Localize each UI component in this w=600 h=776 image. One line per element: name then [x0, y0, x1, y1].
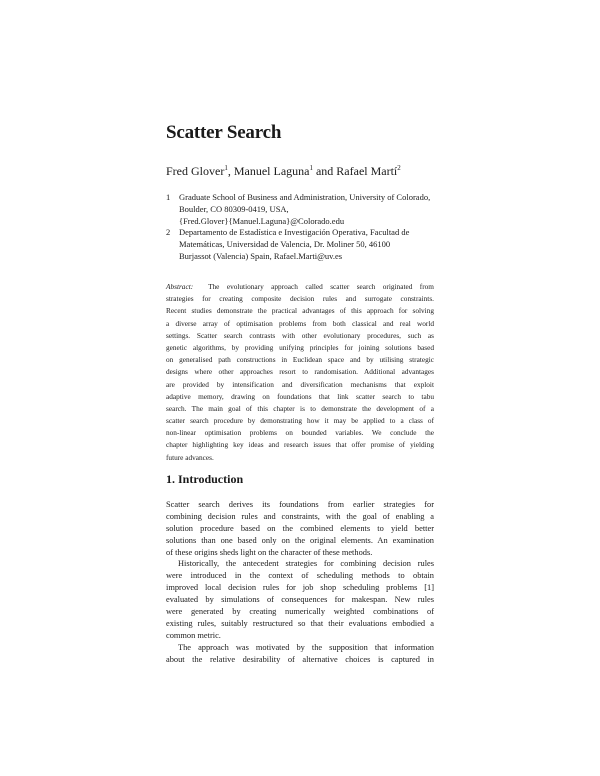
author-separator: , — [227, 164, 234, 178]
author-line — [166, 164, 401, 179]
body-line: existing rules, suitably restructured so that their evaluations embodied a — [166, 618, 434, 628]
abstract-line: non-linear optimisation problems on bounded variables. We conclude the — [166, 428, 434, 438]
body-line: Scatter search derives its foundations from earlier strategies for — [166, 500, 434, 509]
section-heading: 1. Introduction — [166, 472, 244, 486]
author-affiliation-mark: 1 — [224, 164, 228, 172]
abstract-line: future advances. — [166, 452, 214, 462]
abstract-line: adaptive memory, drawing on foundations that link scatter search to tabu — [166, 391, 434, 401]
abstract-line: are provided by intensification and diversification mechanisms that exploit — [166, 379, 434, 389]
affiliation-line: Departamento de Estadística e Investigación Operativa, Facultad de — [179, 227, 410, 237]
abstract-line: chapter highlighting key ideas and research issues that offer promise of yielding — [166, 440, 434, 450]
affiliation-line: Boulder, CO 80309-0419, USA, — [179, 204, 289, 214]
body-line: Historically, the antecedent strategies for combining decision rules — [178, 559, 434, 569]
body-line: of these origins sheds light on the character of these methods. — [166, 547, 373, 557]
affiliation-email: Burjassot (Valencia) Spain, Rafael.Marti@uv.es — [179, 251, 343, 261]
section-body — [166, 499, 434, 665]
abstract-label: Abstract: — [166, 282, 194, 291]
body-line: The approach was motivated by the supposition that information — [178, 642, 434, 652]
body-line: about the relative desirability of alternative choices is captured in — [166, 654, 434, 664]
author-affiliation-mark: 2 — [397, 164, 401, 172]
body-line: solutions than one based only on the original elements. An examination — [166, 535, 434, 545]
paper-title: Scatter Search — [166, 122, 282, 143]
affiliation-line: Matemáticas, Universidad de Valencia, Dr. Moliner 50, 46100 — [179, 239, 391, 249]
abstract-line: on generalised path constructions in Euclidean space and by utilising strategic — [166, 355, 434, 365]
body-line: were generated by creating numerically weighted combinations of — [166, 607, 434, 617]
body-line: solution procedure based on the combined elements to yield better — [166, 523, 434, 533]
body-line: combining decision rules and constraints, with the goal of enabling a — [166, 511, 434, 521]
abstract-line: genetic algorithms, by providing unifying principles for joining solutions based — [166, 342, 434, 352]
body-line: common metric. — [166, 630, 221, 640]
author-name: Manuel Laguna — [233, 164, 310, 178]
abstract-line: strategies for creating composite decision rules and surrogate constraints. — [166, 294, 434, 304]
abstract-line: Recent studies demonstrate the practical advantages of this approach for solving — [166, 306, 434, 316]
affiliation-email: {Fred.Glover}{Manuel.Laguna}@Colorado.edu — [179, 216, 345, 226]
affiliation-line: Graduate School of Business and Administration, University of Colorado, — [179, 192, 431, 202]
abstract-line: settings. Scatter search contrasts with other evolutionary procedures, such as — [166, 330, 434, 340]
abstract-line: Abstract: The evolutionary approach called scatter search originated from — [166, 282, 434, 291]
affiliation-number: 2 — [166, 227, 171, 237]
affiliation-2 — [166, 226, 446, 262]
body-line: evaluated by simulations of consequences for makespan. New rules — [166, 595, 434, 605]
abstract-line: scatter search procedure by demonstrating how it may be applied to a class of — [166, 416, 434, 426]
affiliation-1 — [166, 191, 446, 227]
author-affiliation-mark: 1 — [309, 164, 313, 172]
abstract-line: search. The main goal of this chapter is to demonstrate the development of a — [166, 403, 434, 413]
author-separator: and — [312, 164, 337, 178]
abstract-line: a diverse array of optimisation problems from both classical and real world — [166, 318, 434, 328]
body-line: were introduced in the context of scheduling methods to obtain — [166, 571, 434, 581]
author-name: Rafael Martí — [336, 164, 398, 178]
body-line: improved local decision rules for job shop scheduling problems [1] — [166, 583, 434, 593]
abstract — [166, 281, 434, 464]
author-name: Fred Glover — [166, 164, 225, 178]
abstract-line: designs where other approaches resort to randomisation. Additional advantages — [166, 367, 434, 377]
affiliation-number: 1 — [166, 192, 171, 202]
